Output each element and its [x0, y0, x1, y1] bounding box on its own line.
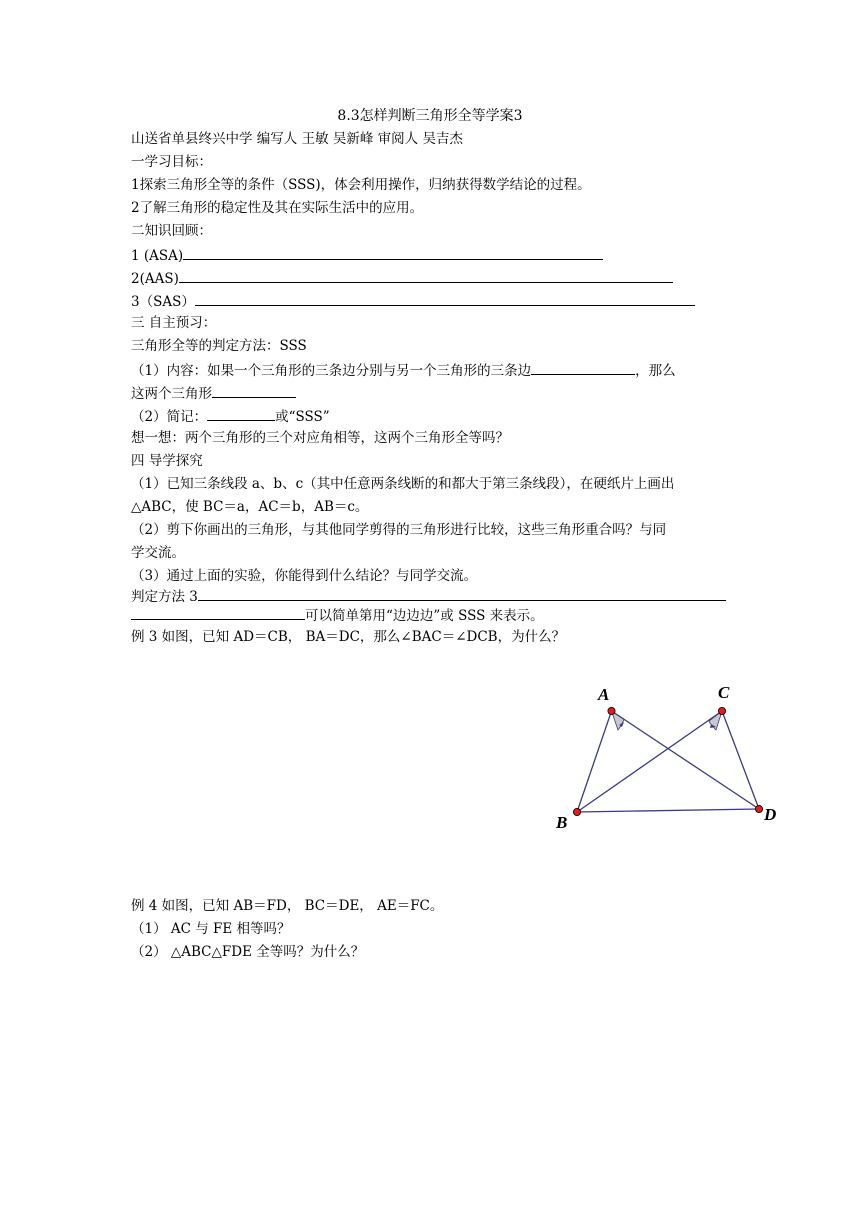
- example-4: 例 4 如图，已知 AB＝FD， BC＝DE， AE＝FC。: [131, 898, 444, 914]
- label-d: D: [764, 805, 777, 824]
- author-line: 山送省单县终兴中学 编写人 王敏 吴新峰 审阅人 吴吉杰: [131, 131, 463, 147]
- explore-3: （3）通过上面的实验，你能得到什么结论？与同学交流。: [131, 568, 478, 584]
- review-aas-label: 2(AAS): [131, 271, 179, 287]
- answer-blank[interactable]: [207, 405, 275, 421]
- segment-cb: [577, 711, 722, 812]
- section-heading-explore: 四 导学探究: [131, 453, 203, 469]
- answer-blank[interactable]: [531, 359, 635, 375]
- explore-1a: （1）已知三条线段 a、b、c（其中任意两条线断的和都大于第三条线段），在硬纸片上画出: [131, 476, 675, 492]
- example-4-q1: （1） AC 与 FE 相等吗？: [131, 921, 291, 937]
- content-line-2: [131, 382, 296, 404]
- review-sas: [131, 290, 695, 312]
- answer-blank[interactable]: [183, 244, 603, 260]
- explore-2b: 学交流。: [131, 545, 185, 561]
- method-sss: 三角形全等的判定方法：SSS: [131, 338, 307, 354]
- answer-blank[interactable]: [179, 267, 673, 283]
- doc-title: 8.3怎样判断三角形全等学案3: [337, 108, 523, 124]
- review-asa-label: 1 (ASA): [131, 248, 184, 264]
- answer-blank[interactable]: [198, 585, 726, 601]
- point-b: [573, 808, 580, 815]
- section-heading-preview: 三 自主预习：: [131, 315, 217, 331]
- example-4-q2: （2） △ABC△FDE 全等吗？为什么？: [131, 944, 365, 960]
- content-text: （1）内容：如果一个三角形的三条边分别与另一个三角形的三条边: [131, 363, 532, 379]
- label-b: B: [556, 813, 568, 832]
- point-d: [755, 805, 762, 812]
- point-c: [718, 707, 725, 714]
- review-sas-label: 3（SAS）: [131, 294, 195, 310]
- example-3: 例 3 如图，已知 AD＝CB， BA＝DC，那么∠BAC＝∠DCB，为什么？: [131, 629, 566, 645]
- segment-bd: [577, 809, 759, 812]
- answer-blank[interactable]: [195, 290, 695, 306]
- segment-ab: [577, 711, 612, 812]
- explore-1b: △ABC，使 BC＝a，AC＝b，AB＝c。: [131, 499, 369, 515]
- section-heading-review: 二知识回顾：: [131, 223, 212, 239]
- answer-blank[interactable]: [212, 382, 296, 398]
- method-3-tail: 可以简单第用“边边边”或 SSS 来表示。: [305, 608, 544, 624]
- explore-2a: （2）剪下你画出的三角形，与其他同学剪得的三角形进行比较，这些三角形重合吗？与同: [131, 522, 667, 538]
- content-text-2: 这两个三角形: [131, 386, 212, 402]
- label-a: A: [598, 685, 610, 704]
- content-text-end: ，那么: [635, 363, 676, 379]
- answer-blank[interactable]: [131, 604, 305, 620]
- point-a: [608, 707, 615, 714]
- review-asa: [131, 244, 603, 266]
- method-3-label: 判定方法 3: [131, 589, 198, 605]
- goal-2: 2了解三角形的稳定性及其在实际生活中的应用。: [131, 200, 424, 216]
- short-name-line: [131, 405, 330, 427]
- triangle-figure: [550, 678, 790, 838]
- method-3-line-2: [131, 604, 544, 626]
- think-question: 想一想：两个三角形的三个对应角相等，这两个三角形全等吗？: [131, 430, 509, 446]
- segment-ad: [612, 711, 760, 809]
- short-name-tail: 或“SSS”: [275, 409, 330, 425]
- goal-1: 1探索三角形全等的条件（SSS)，体会利用操作，归纳获得数学结论的过程。: [131, 177, 591, 193]
- section-heading-goals: 一学习目标：: [131, 154, 212, 170]
- review-aas: [131, 267, 673, 289]
- content-line: [131, 359, 676, 381]
- short-name-label: （2）简记：: [131, 409, 208, 425]
- label-c: C: [718, 683, 730, 702]
- segment-cd: [722, 711, 759, 809]
